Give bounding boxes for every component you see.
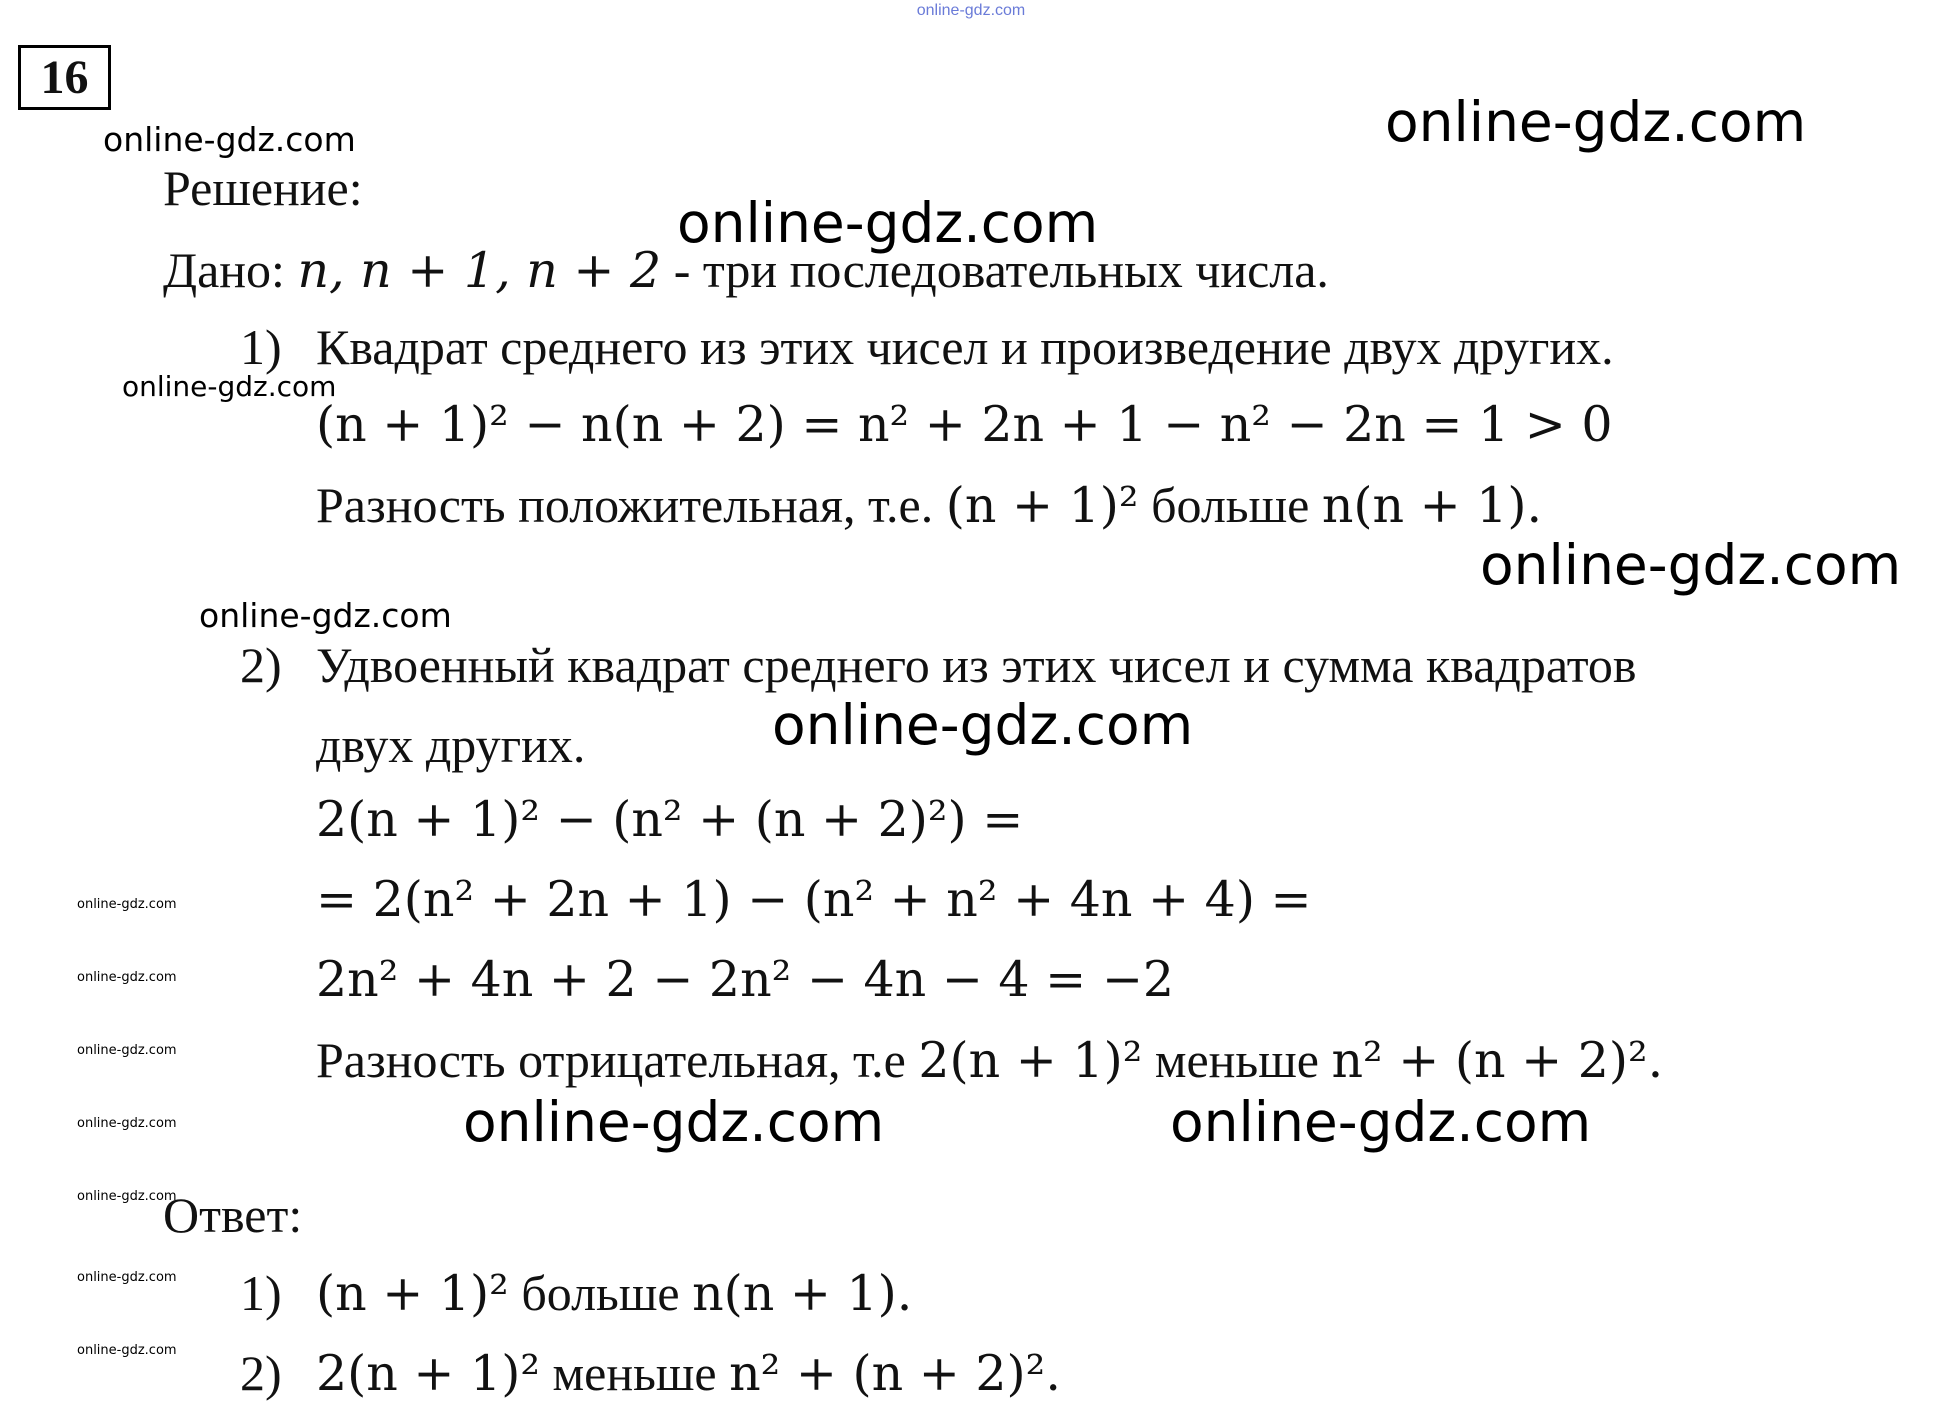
part2-equation-line2: = 2(n² + 2n + 1) − (n² + n² + 4n + 4) =: [316, 871, 1312, 928]
watermark-tiny-2: online-gdz.com: [77, 970, 177, 985]
watermark-big-2: online-gdz.com: [677, 191, 1099, 255]
part2-equation-line3: 2n² + 4n + 2 − 2n² − 4n − 4 = −2: [316, 951, 1175, 1008]
part1-conclusion-expr1: (n + 1)²: [945, 477, 1139, 534]
watermark-mid-2: online-gdz.com: [199, 596, 452, 635]
task-number: 16: [40, 51, 89, 104]
answer-heading: Ответ:: [163, 1187, 303, 1243]
watermark-big-3: online-gdz.com: [1480, 533, 1902, 597]
watermark-mid-1: online-gdz.com: [103, 120, 356, 159]
given-line: [163, 242, 1329, 299]
task-number-box: [18, 45, 111, 110]
watermark-tiny-7: online-gdz.com: [77, 1343, 177, 1358]
given-description: - три последовательных числа.: [661, 242, 1329, 298]
part2-conclusion-word: меньше: [1154, 1032, 1319, 1088]
part1-statement: Квадрат среднего из этих чисел и произведение двух других.: [316, 319, 1614, 375]
answer-item1-expr1: (n + 1)²: [316, 1265, 509, 1322]
part2-conclusion-expr2: n² + (n + 2)².: [1331, 1032, 1664, 1089]
part2-conclusion-expr1: 2(n + 1)²: [918, 1032, 1143, 1089]
part2-conclusion: [316, 1032, 1664, 1089]
watermark-tiny-6: online-gdz.com: [77, 1270, 177, 1285]
given-label: Дано:: [163, 242, 285, 298]
watermark-big-6: online-gdz.com: [1170, 1090, 1592, 1154]
part1-conclusion-word: больше: [1151, 477, 1310, 533]
part2-statement-line1: Удвоенный квадрат среднего из этих чисел и сумма квадратов: [316, 637, 1637, 693]
part2-equation-line1: 2(n + 1)² − (n² + (n + 2)²) =: [316, 791, 1024, 848]
answer-item1-expr2: n(n + 1).: [692, 1265, 913, 1322]
answer-item2-marker: 2): [240, 1345, 282, 1401]
answer-item1-word: больше: [521, 1265, 680, 1321]
part1-marker: 1): [240, 319, 282, 375]
answer-item1-marker: 1): [240, 1265, 282, 1321]
part1-conclusion-expr2: n(n + 1).: [1321, 477, 1543, 534]
watermark-tiny-5: online-gdz.com: [77, 1189, 177, 1204]
answer-item2-expr1: 2(n + 1)²: [316, 1345, 540, 1402]
watermark-big-4: online-gdz.com: [772, 693, 1194, 757]
answer-item2-word: меньше: [552, 1345, 717, 1401]
given-expression: n, n + 1, n + 2: [297, 242, 662, 299]
part1-conclusion: [316, 477, 1543, 534]
watermark-big-5: online-gdz.com: [463, 1090, 885, 1154]
watermark-big-1: online-gdz.com: [1385, 90, 1807, 154]
part1-conclusion-text: Разность положительная, т.е.: [316, 477, 934, 533]
solution-heading: Решение:: [163, 160, 363, 216]
answer-item1: [316, 1265, 913, 1322]
answer-item2: [316, 1345, 1061, 1402]
watermark-tiny-3: online-gdz.com: [77, 1043, 177, 1058]
watermark-tiny-1: online-gdz.com: [77, 897, 177, 912]
part1-equation: (n + 1)² − n(n + 2) = n² + 2n + 1 − n² − 2n = 1 > 0: [316, 396, 1613, 453]
part2-statement-line2: двух других.: [316, 717, 586, 773]
watermark-small-1: online-gdz.com: [122, 370, 337, 403]
top-site-link[interactable]: online-gdz.com: [916, 2, 1026, 19]
part2-marker: 2): [240, 637, 282, 693]
part2-conclusion-text: Разность отрицательная, т.е: [316, 1032, 906, 1088]
watermark-tiny-4: online-gdz.com: [77, 1116, 177, 1131]
answer-item2-expr2: n² + (n + 2)².: [729, 1345, 1061, 1402]
